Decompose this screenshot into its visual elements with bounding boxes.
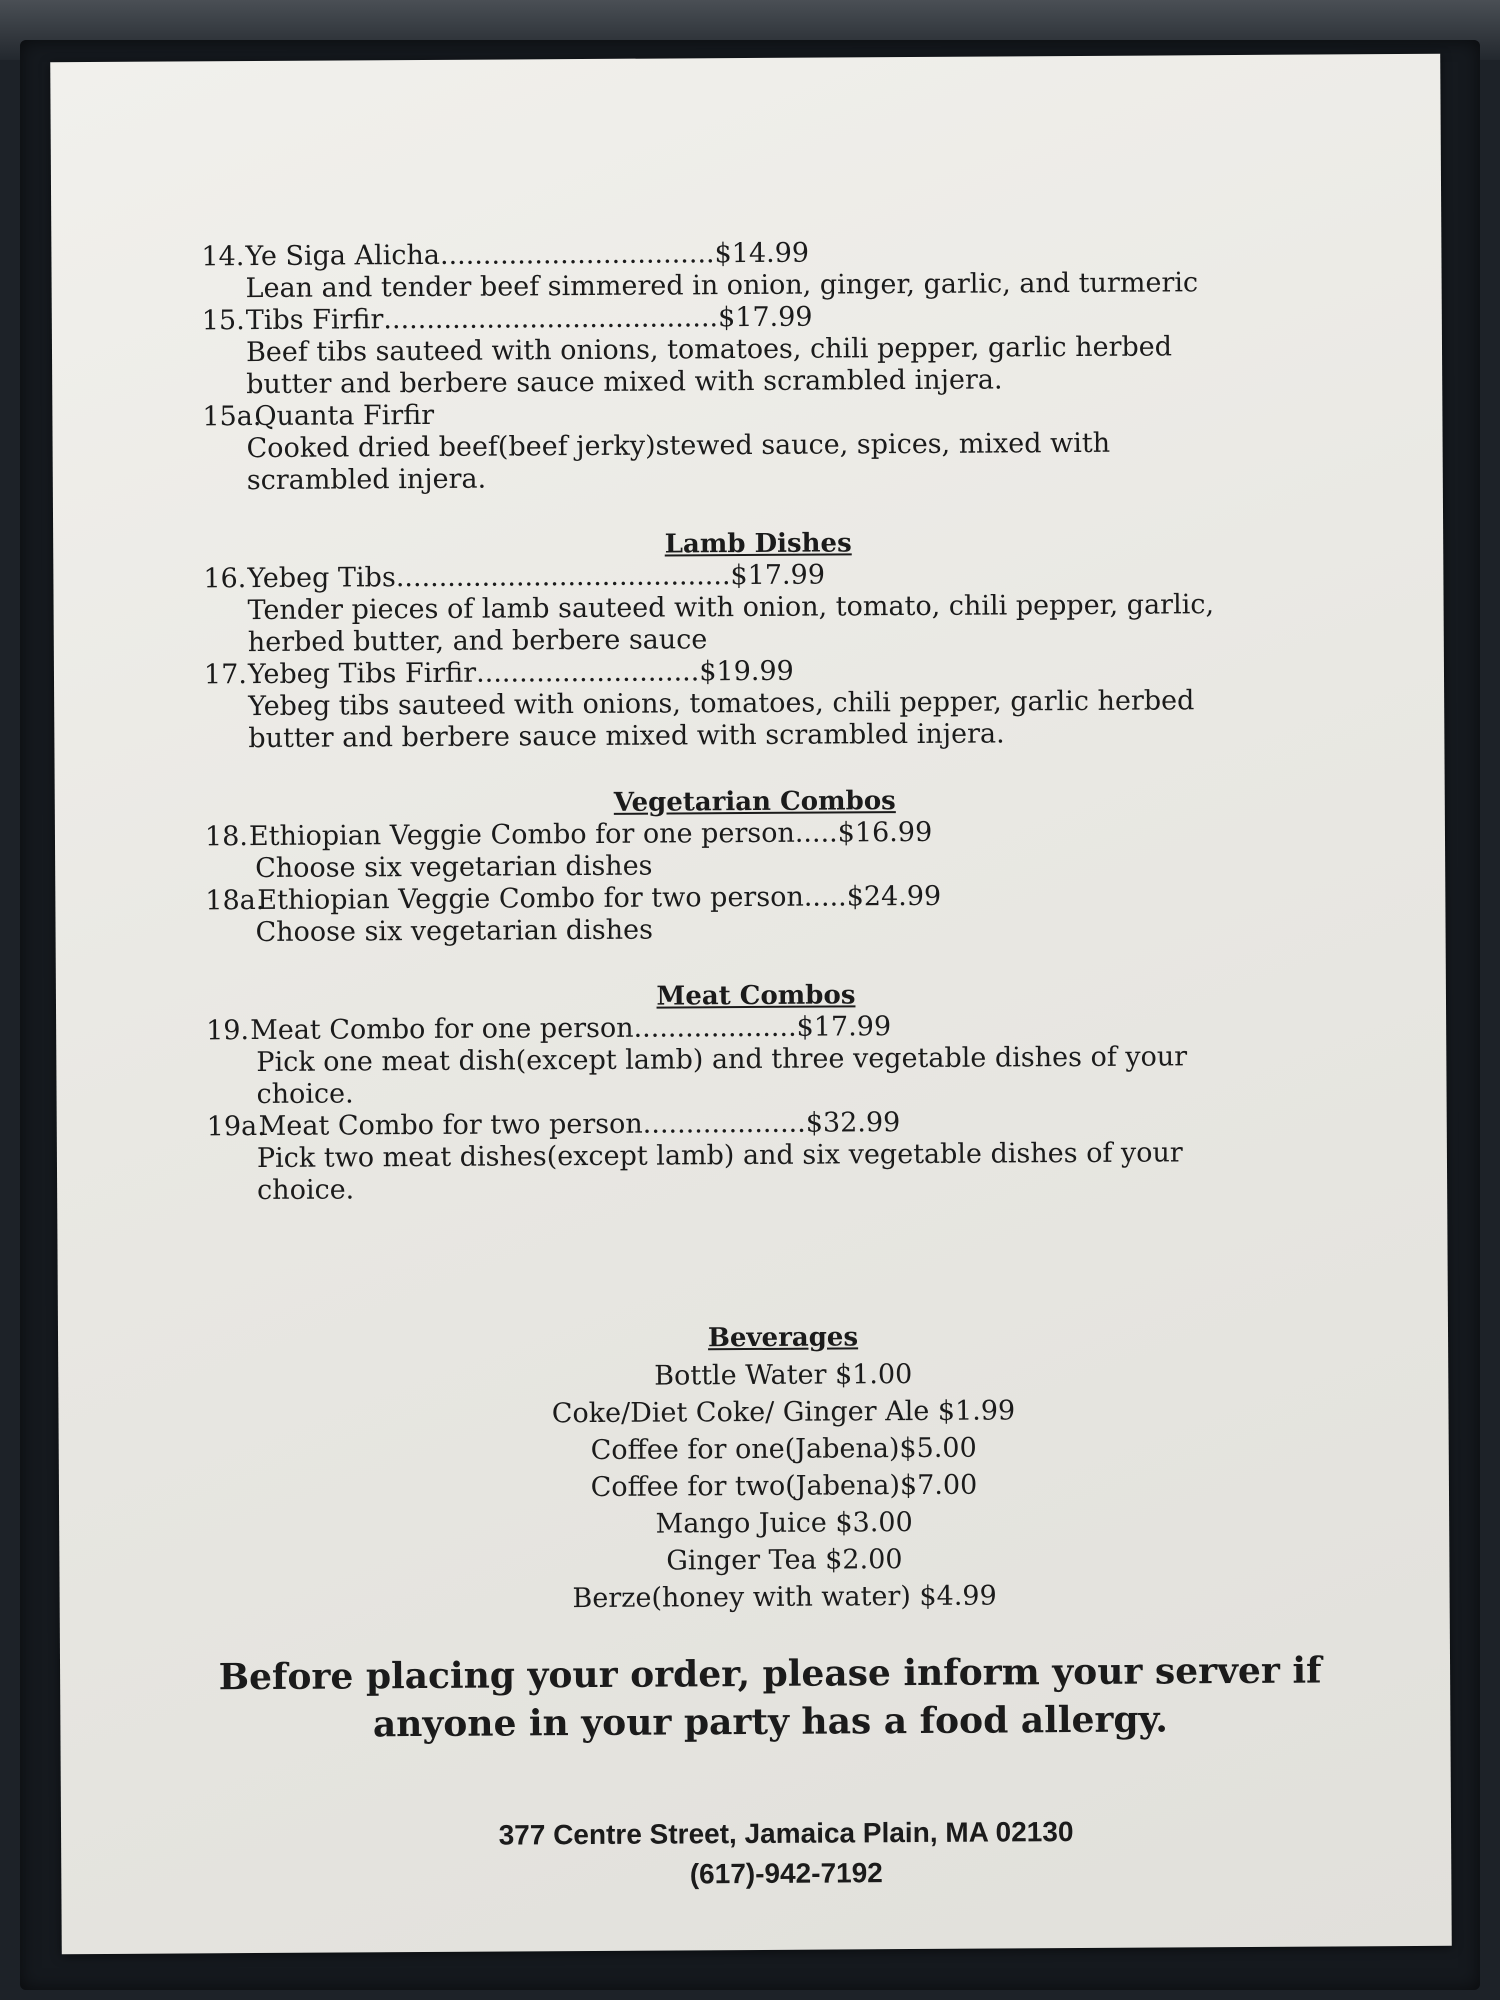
item-description: Tender pieces of lamb sauteed with onion, tomato, chili pepper, garlic, herbed butter, and berbere sauce	[247, 589, 1215, 659]
item-description: Cooked dried beef(beef jerky)stewed sauce, spices, mixed with scrambled injera.	[246, 427, 1111, 497]
item-description: Lean and tender beef simmered in onion, ginger, garlic, and turmeric	[245, 267, 1199, 305]
item-number: 14.	[201, 241, 245, 273]
beverage-item: Coffee for one(Jabena)$5.00	[590, 1432, 977, 1466]
item-price: $16.99	[837, 816, 933, 849]
item-name: Yebeg Tibs Firfir	[247, 657, 477, 691]
menu-item	[202, 299, 1303, 402]
item-name: Ethiopian Veggie Combo for two person	[257, 881, 804, 917]
item-name: Tibs Firfir	[245, 304, 384, 337]
item-number: 16.	[203, 563, 247, 595]
item-name: Meat Combo for two person	[258, 1108, 643, 1143]
item-number: 19a.	[206, 1110, 266, 1143]
item-name: Quanta Firfir	[254, 399, 435, 433]
item-leader-dots: .......................................	[383, 302, 719, 336]
beverage-item: Coffee for two(Jabena)$7.00	[590, 1469, 978, 1503]
item-number: 17.	[203, 659, 248, 691]
beverage-item: Mango Juice $3.00	[655, 1507, 913, 1540]
address: 377 Centre Street, Jamaica Plain, MA 02130	[498, 1816, 1074, 1851]
beverage-item: Bottle Water $1.00	[654, 1359, 913, 1392]
menu-item	[206, 1009, 1307, 1112]
item-description: Choose six vegetarian dishes	[255, 850, 653, 885]
item-leader-dots: .....	[803, 881, 847, 913]
item-description: Beef tibs sauteed with onions, tomatoes, chili pepper, garlic herbed butter and berbere sauce mixed with scrambled injera.	[245, 331, 1173, 401]
item-leader-dots: .......................................	[395, 560, 731, 594]
menu-item	[202, 395, 1303, 498]
phone-number: (617)-942-7192	[689, 1857, 883, 1890]
item-leader-dots: .....	[794, 817, 838, 849]
menu-item	[201, 235, 1301, 306]
section-heading-beverages: Beverages	[707, 1322, 859, 1354]
allergy-notice: Before placing your order, please inform your server if anyone in your party has a food allergy.	[218, 1649, 1322, 1746]
item-price: $17.99	[717, 301, 813, 334]
item-number: 15.	[201, 305, 245, 337]
item-name: Meat Combo for one person	[250, 1012, 634, 1047]
item-number: 18a.	[205, 884, 265, 917]
item-price: $24.99	[846, 880, 942, 913]
item-number: 18.	[204, 821, 249, 853]
item-leader-dots: ..........................	[476, 656, 700, 689]
item-description: Pick two meat dishes(except lamb) and six vegetable dishes of your choice.	[256, 1137, 1183, 1207]
menu-item	[204, 653, 1305, 756]
item-number: 19.	[206, 1015, 250, 1047]
item-description: Yebeg tibs sauteed with onions, tomatoes, chili pepper, garlic herbed butter and berbere sauce mixed with scrambled injera.	[248, 685, 1195, 755]
menu-page	[50, 54, 1452, 1954]
beverage-item: Coke/Diet Coke/ Ginger Ale $1.99	[551, 1395, 1016, 1430]
item-price: $19.99	[699, 655, 794, 688]
section-heading-lamb: Lamb Dishes	[664, 528, 852, 560]
beverage-item: Ginger Tea $2.00	[666, 1544, 903, 1577]
item-price: $17.99	[796, 1011, 892, 1043]
item-leader-dots: ...................	[633, 1011, 797, 1044]
item-price: $14.99	[714, 237, 810, 270]
item-price: $32.99	[805, 1107, 901, 1139]
section-heading-vegetarian: Vegetarian Combos	[613, 786, 896, 818]
item-name: Ethiopian Veggie Combo for one person	[248, 817, 795, 853]
menu-items	[201, 235, 1307, 1208]
section-heading-meat: Meat Combos	[656, 980, 856, 1012]
item-description: Pick one meat dish(except lamb) and three vegetable dishes of your choice.	[256, 1041, 1188, 1111]
beverage-item: Berze(honey with water) $4.99	[572, 1580, 997, 1615]
item-leader-dots: ...................	[642, 1107, 806, 1140]
menu-item	[205, 815, 1305, 886]
menu-item	[203, 557, 1304, 660]
menu-item	[207, 1105, 1308, 1208]
menu-item	[205, 879, 1305, 950]
item-description: Choose six vegetarian dishes	[255, 914, 653, 949]
item-name: Yebeg Tibs	[247, 562, 396, 595]
item-leader-dots: ................................	[439, 238, 715, 271]
restaurant-contact	[61, 1809, 1500, 1898]
beverages-section	[58, 1315, 1500, 1620]
item-name: Ye Siga Alicha	[245, 239, 441, 273]
item-price: $17.99	[730, 559, 826, 592]
item-number: 15a.	[202, 400, 262, 433]
